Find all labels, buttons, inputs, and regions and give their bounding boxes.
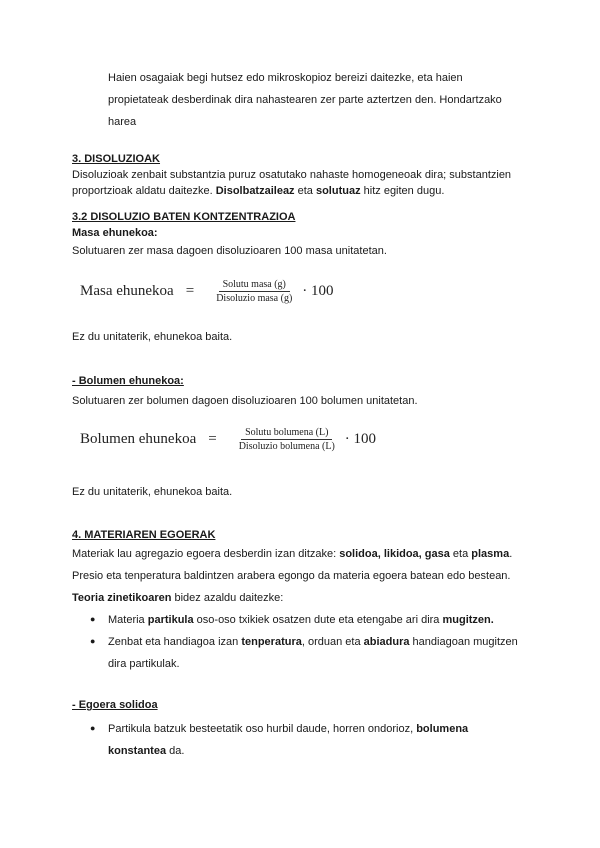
list-item [108,718,540,762]
fraction-numerator: Solutu masa (g) [219,279,290,292]
paragraph-line [72,183,540,199]
intro-line-3: harea [108,116,137,128]
section-kontzentrazioa [72,209,540,241]
list-item-line [108,631,540,653]
fraction-denominator: Disoluzio bolumena (L) [238,441,335,452]
text-span: oso-oso txikiek osatzen dute eta etengabe ari dira [193,614,443,626]
solidoa-title: - Egoera solidoa [72,699,158,711]
text-span: , orduan eta [301,636,364,648]
intro-paragraph [108,67,540,133]
list-item [108,609,540,631]
section-title-egoerak: 4. MATERIAREN EGOERAK [72,529,216,541]
formula-rhs: · 100 [344,431,377,447]
text-span: Partikula batzuk besteetatik oso hurbil daude, horren ondorioz, [108,723,417,735]
text-span: eta [294,185,316,197]
formula-rhs: · 100 [302,283,334,299]
fraction-numerator: Solutu bolumena (L) [241,427,332,440]
bold-term: tenperatura [241,636,302,648]
list-item-line [108,740,540,762]
formula-equals: = [185,283,195,299]
formula-fraction [235,427,339,452]
text-span: hitz egiten dugu. [360,185,445,197]
paragraph-line [72,543,540,565]
bolumen-note: Ez du unitaterik, ehunekoa baita. [72,486,233,498]
bold-term: mugitzen. [442,614,494,626]
intro-line-1: Haien osagaiak begi hutsez edo mikroskopioz bereizi daitezke, eta haien [108,72,463,84]
bold-term: Teoria zinetikoaren [72,592,172,604]
bold-term: solidoa, likidoa, gasa [339,548,450,560]
fraction-denominator: Disoluzio masa (g) [216,293,293,304]
bold-term: partikula [147,614,194,626]
bolumen-formula [80,427,376,452]
intro-line-2: propietateak desberdinak dira nahastearen zer parte aztertzen den. Hondartzako [108,94,502,106]
paragraph-line: Disoluzioak zenbait substantzia puruz osatutako nahaste homogeneoak dira; substantzien [72,169,512,181]
section-disoluzioak [72,151,540,199]
formula-fraction [212,279,296,304]
text-span: eta [449,548,472,560]
masa-description: Solutuaren zer masa dagoen disoluzioaren 100 masa unitatetan. [72,245,387,257]
subsection-title: Masa ehunekoa: [72,227,158,239]
masa-formula [80,279,334,304]
bold-term: Disolbatzaileaz [215,185,295,197]
section-egoerak-text [72,543,540,609]
section-title: 3. DISOLUZIOAK [72,153,161,165]
text-span: proportzioak aldatu daitezke. [72,185,216,197]
paragraph-line [72,587,540,609]
masa-note: Ez du unitaterik, ehunekoa baita. [72,331,233,343]
text-span: bidez azaldu daitezke: [171,592,284,604]
section-title: 3.2 DISOLUZIO BATEN KONTZENTRAZIOA [72,211,296,223]
list-item-line [108,718,540,740]
text-span: handiagoan mugitzen [409,636,518,648]
list-item-line [108,609,540,631]
text-span: Zenbat eta handiagoa izan [108,636,242,648]
paragraph-line: Presio eta tenperatura baldintzen arabera egongo da materia egoera batean edo bestean. [72,570,511,582]
list-item-line: dira partikulak. [108,658,180,670]
bold-term: abiadura [363,636,410,648]
formula-lhs: Bolumen ehunekoa [80,431,197,447]
list-item [108,631,540,675]
bullet-icon: ● [90,723,96,733]
formula-lhs: Masa ehunekoa [80,283,174,299]
bold-term: bolumena [416,723,469,735]
bold-term: konstantea [108,745,167,757]
bold-term: plasma [471,548,510,560]
text-span: Materia [108,614,148,626]
text-span: . [509,548,513,560]
text-span: Materiak lau agregazio egoera desberdin izan ditzake: [72,548,340,560]
bullet-icon: ● [90,614,96,624]
bolumen-title: - Bolumen ehunekoa: [72,375,184,387]
bolumen-description: Solutuaren zer bolumen dagoen disoluzioaren 100 bolumen unitatetan. [72,395,418,407]
bullet-icon: ● [90,636,96,646]
text-span: da. [166,745,185,757]
bold-term: solutuaz [315,185,361,197]
formula-equals: = [208,431,217,447]
